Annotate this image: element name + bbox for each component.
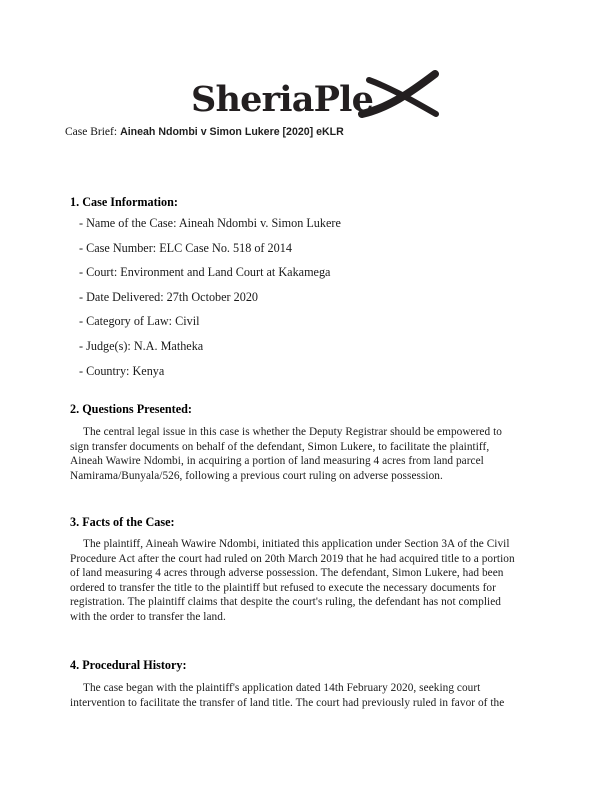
paragraph-line: The central legal issue in this case is whether the Deputy Registrar should be empowered to: [83, 426, 502, 438]
paragraph-line: The case began with the plaintiff's application dated 14th February 2020, seeking court: [83, 682, 481, 694]
case-info-item-number: - Case Number: ELC Case No. 518 of 2014: [79, 240, 292, 255]
paragraph-line: of land measuring 4 acres through adverse possession. The defendant, Simon Lukere, had been: [70, 567, 504, 580]
questions-presented-paragraph: [70, 425, 502, 483]
paragraph-line: Aineah Wawire Ndombi, in acquiring a portion of land measuring 4 acres from land parcel: [70, 455, 484, 468]
paragraph-line: intervention to facilitate the transfer of land title. The court had previously ruled in favor of the: [70, 696, 505, 709]
section-heading-facts-of-the-case: 3. Facts of the Case:: [70, 515, 175, 529]
paragraph-line: Procedure Act after the court had ruled on 20th March 2019 that he had acquired title to a portion: [70, 552, 515, 565]
paragraph-line: with the order to transfer the land.: [70, 610, 226, 623]
section-heading-case-information: 1. Case Information:: [70, 195, 178, 209]
case-info-item-country: - Country: Kenya: [79, 363, 165, 378]
paragraph-line: registration. The plaintiff claims that despite the court's ruling, the defendant has not complied: [70, 596, 501, 609]
procedural-history-paragraph: [70, 681, 504, 710]
logo-x-icon: [362, 74, 436, 114]
case-information-list: [79, 211, 341, 383]
sheriaplex-logo: [191, 69, 441, 121]
case-info-item-court: - Court: Environment and Land Court at Kakamega: [79, 265, 331, 280]
paragraph-line: The plaintiff, Aineah Wawire Ndombi, initiated this application under Section 3A of the Civil: [83, 538, 510, 550]
case-info-item-category: - Category of Law: Civil: [79, 314, 200, 329]
facts-of-the-case-paragraph: [70, 537, 515, 625]
paragraph-line: sign transfer documents on behalf of the defendant, Simon Lukere, to facilitate the plaintiff,: [70, 440, 490, 453]
paragraph-line: Namirama/Bunyala/526, following a previous court ruling on adverse possession.: [70, 469, 443, 482]
section-heading-procedural-history: 4. Procedural History:: [70, 658, 187, 672]
doc-title-label: Case Brief:: [65, 126, 118, 138]
section-heading-questions-presented: 2. Questions Presented:: [70, 402, 192, 416]
case-info-item-judges: - Judge(s): N.A. Matheka: [79, 338, 204, 353]
logo-text: SheriaPle: [191, 79, 374, 120]
case-info-item-name: - Name of the Case: Aineah Ndombi v. Simon Lukere: [79, 216, 341, 230]
doc-title-case-name: Aineah Ndombi v Simon Lukere [2020] eKLR: [120, 126, 344, 138]
paragraph-line: ordered to transfer the title to the plaintiff but refused to execute the necessary documents for: [70, 581, 496, 594]
case-info-item-date: - Date Delivered: 27th October 2020: [79, 289, 259, 304]
doc-title: [65, 126, 344, 138]
